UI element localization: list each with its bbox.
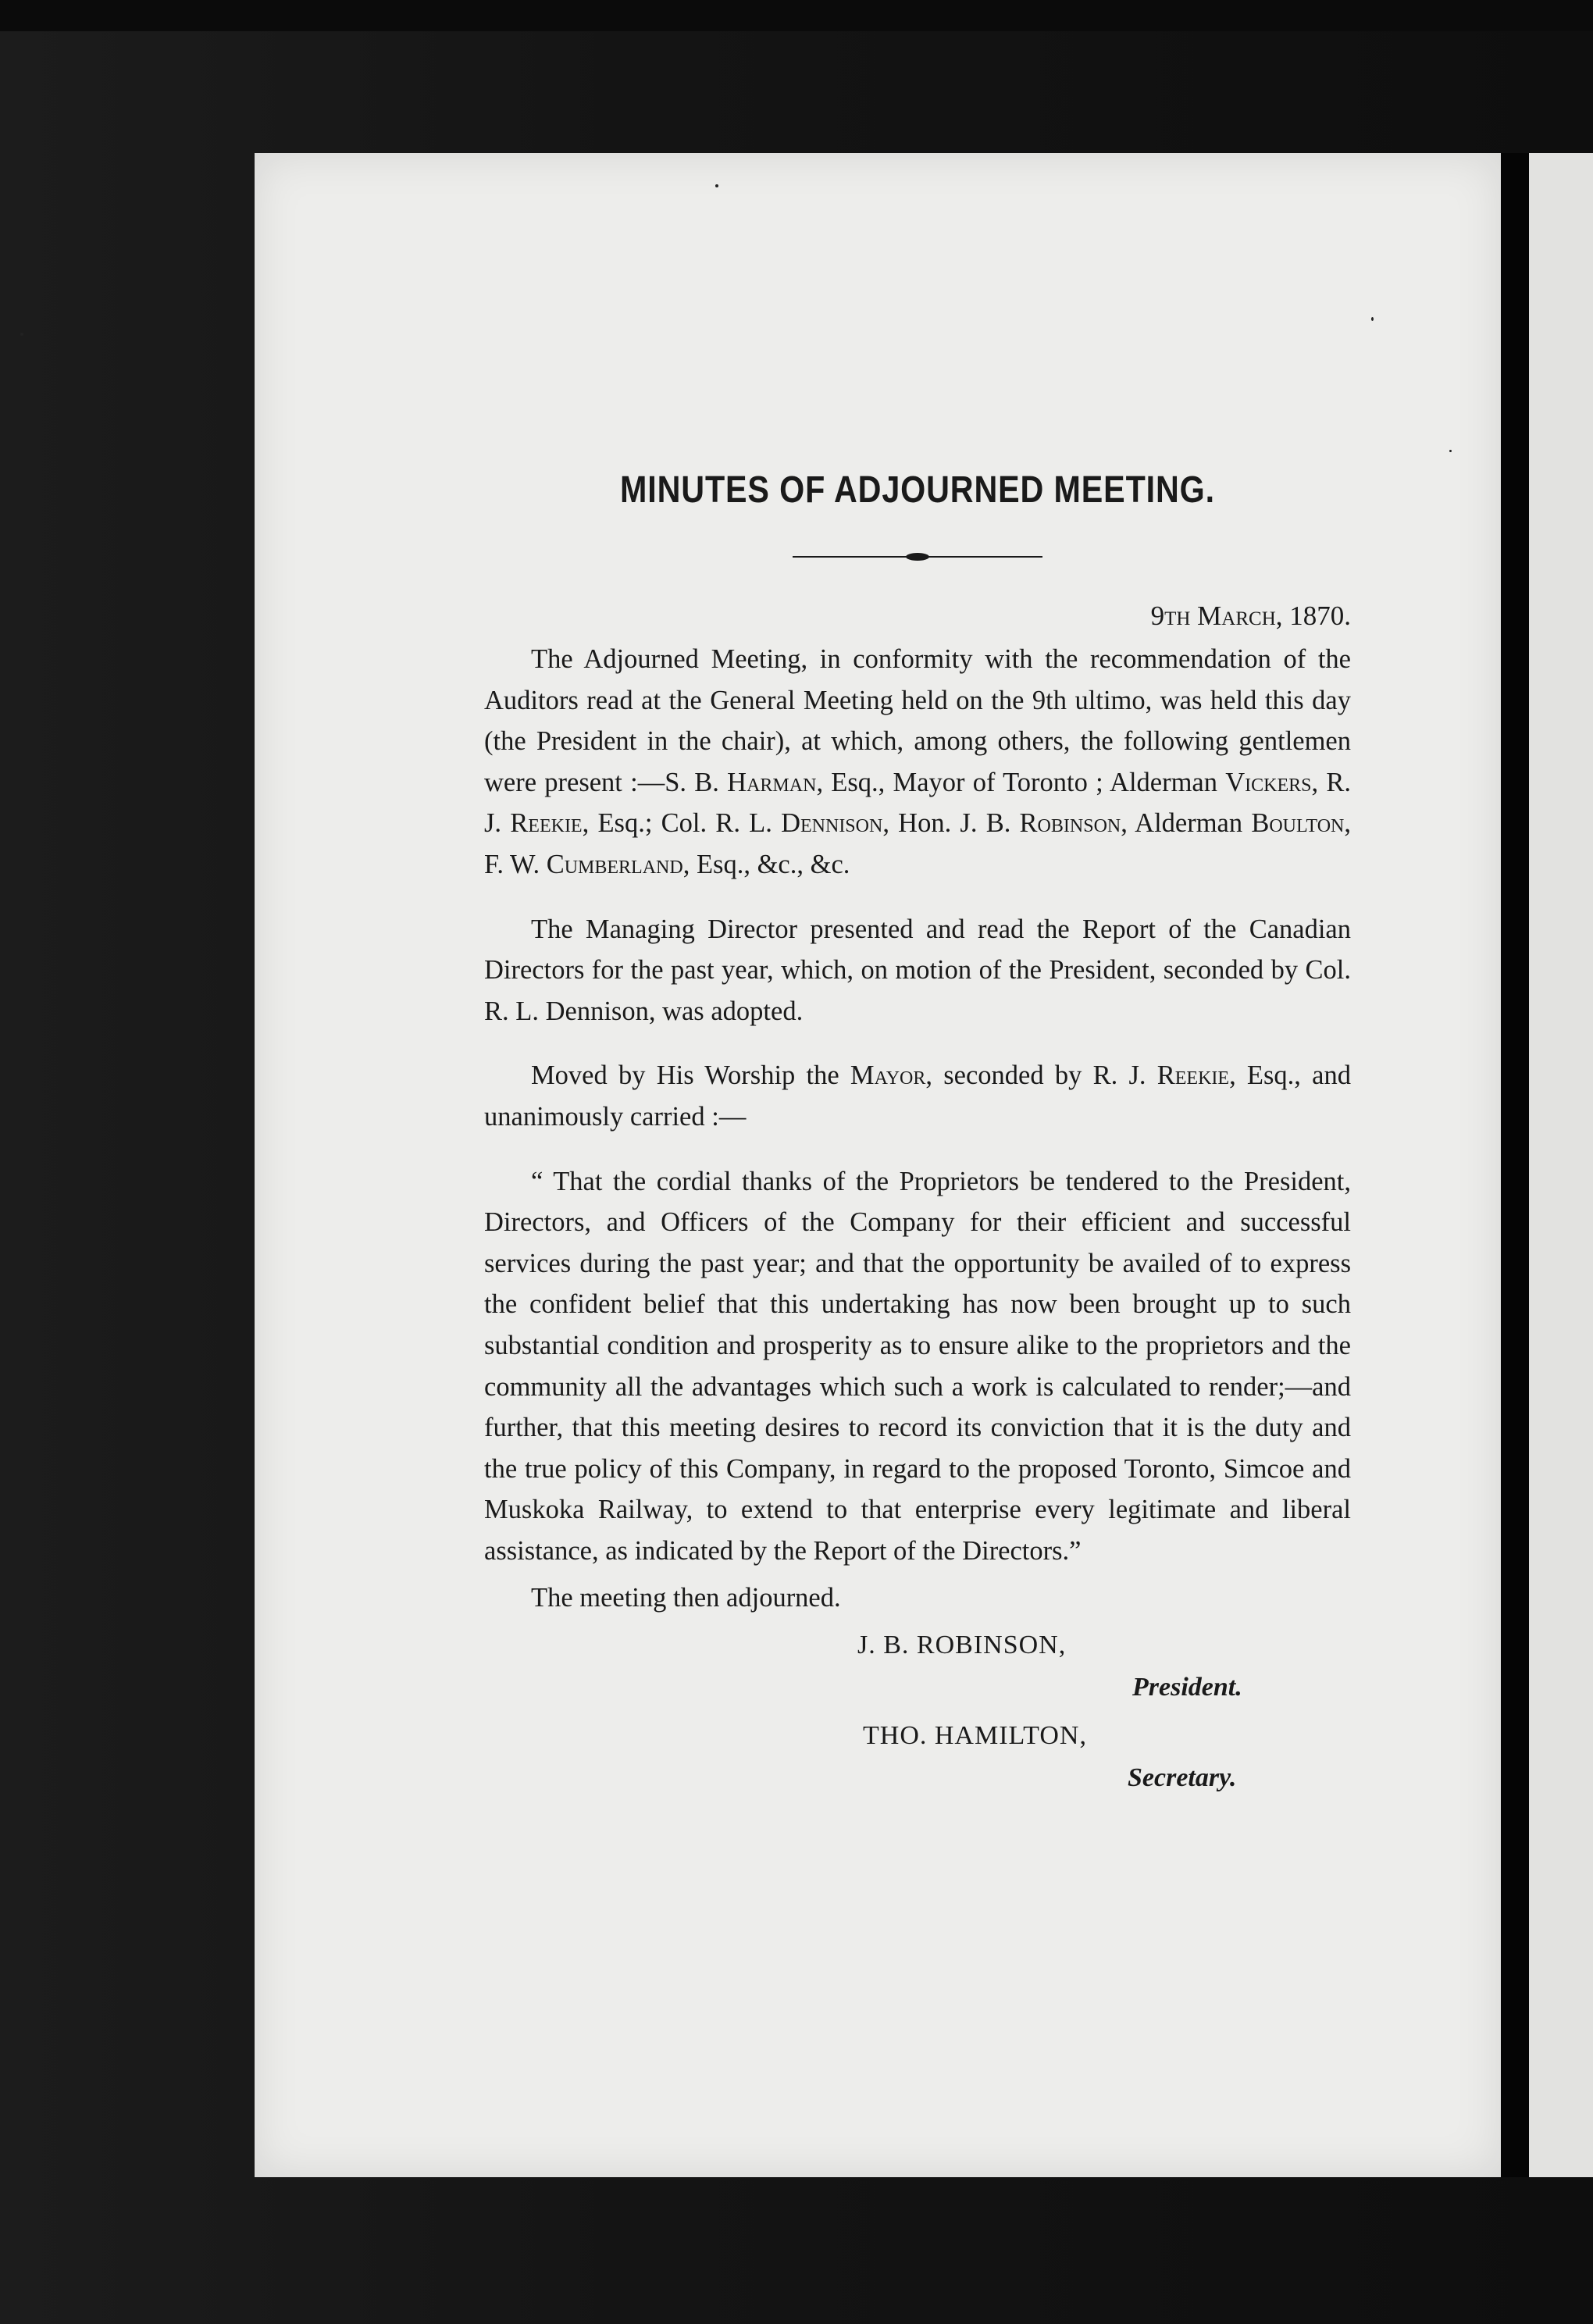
- date-year: , 1870.: [1275, 601, 1351, 631]
- meeting-date: [484, 598, 1351, 634]
- title-ornament-rule: [793, 550, 1042, 564]
- name-robinson: Robinson: [1019, 808, 1121, 839]
- president-name: J. B. ROBINSON,: [857, 1631, 1067, 1660]
- dust-speck: [1371, 317, 1374, 321]
- secretary-title: Secretary.: [1128, 1763, 1237, 1793]
- name-cumberland: Cumberland: [546, 849, 683, 879]
- name-boulton: Boulton: [1251, 808, 1345, 839]
- date-day-month: 9th March: [1150, 601, 1276, 631]
- name-dennison: Dennison: [781, 808, 883, 839]
- text-run: , Esq., &c., &c.: [682, 849, 850, 879]
- president-title: President.: [1132, 1673, 1242, 1702]
- film-edge: [0, 0, 1593, 31]
- ornament-center: [906, 553, 929, 561]
- text-run: Moved by His Worship the: [531, 1060, 850, 1091]
- signature-block: [484, 1623, 1351, 1795]
- name-harman: Harman: [727, 767, 817, 797]
- paragraph-motion: [484, 1055, 1351, 1137]
- paragraph-report-adopted: The Managing Director presented and read the Report of the Canadian Directors for the past year, which, on motion of the President, seconded by Col. R. L. Dennison, was adopted.: [484, 914, 1351, 1026]
- text-run: , Esq., and unanimously carried :—: [484, 1060, 1351, 1132]
- text-run: , Hon. J. B.: [882, 808, 1020, 839]
- document-body: [484, 469, 1351, 1795]
- text-run: The Adjourned Meeting, in conformity with the recommendation of the Auditors read at the General Meeting held on the 9th ultimo, was held this day (the President in the chair), at which, among others, the following gentlemen were present :—S. B.: [484, 644, 1351, 797]
- page-gutter-shadow: [1501, 153, 1529, 2177]
- page-title: MINUTES OF ADJOURNED MEETING.: [620, 469, 1215, 511]
- text-run: , Esq.; Col. R. L.: [582, 808, 782, 839]
- dust-speck: [1449, 450, 1452, 452]
- text-run: , F. W.: [484, 808, 1351, 879]
- name-vickers: Vickers: [1225, 767, 1312, 797]
- dust-speck: [715, 184, 718, 187]
- adjacent-page-edge: [1529, 153, 1593, 2177]
- name-reekie: Reekie: [1156, 1060, 1230, 1091]
- paragraph-resolution: “ That the cordial thanks of the Proprietors be tendered to the President, Directors, and Officers of the Company for their efficient and successful services during the past year; and that the opportunity be availed of to express the confident belief that this undertaking has now been brought up to such substantial condition and prosperity as to ensure alike to the proprietors and the community all the advantages which such a work is calculated to render;—and further, that this meeting desires to record its conviction that it is the duty and the true policy of this Company, in regard to the proposed Toronto, Simcoe and Muskoka Railway, to extend to that enterprise every legitimate and liberal assistance, as indicated by the Report of the Directors.”: [484, 1166, 1351, 1566]
- name-mayor: Mayor: [850, 1060, 926, 1091]
- text-run: , Alderman: [1121, 808, 1252, 839]
- paragraph-attendance: [484, 639, 1351, 886]
- text-run: , R. J.: [484, 767, 1352, 839]
- secretary-name: THO. HAMILTON,: [863, 1721, 1087, 1751]
- dust-speck: [20, 333, 23, 336]
- text-run: , seconded by R. J.: [925, 1060, 1157, 1091]
- text-run: , Esq., Mayor of Toronto ; Alderman: [816, 767, 1226, 797]
- name-reekie: Reekie: [510, 808, 583, 839]
- paragraph-adjourned: The meeting then adjourned.: [531, 1583, 841, 1613]
